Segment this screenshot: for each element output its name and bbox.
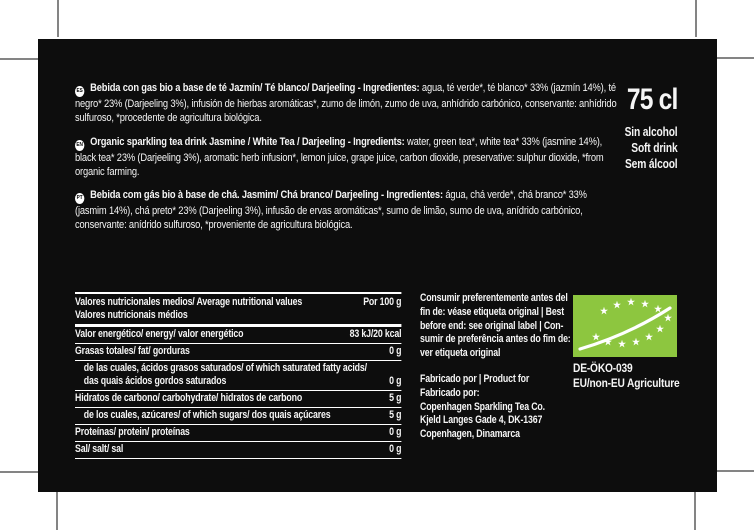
crop-mark-bottom-right-horizontal: [714, 470, 754, 472]
nutrition-row-value: 0 g: [389, 443, 402, 455]
organic-control-code: DE-ÖKO-039: [573, 361, 633, 375]
nutrition-table-header: [75, 294, 401, 327]
crop-mark-top-right-vertical: [695, 0, 697, 37]
organic-certification-block: [573, 295, 698, 391]
nutrition-row-label: de los cuales, azúcares/ of which sugars/ dos quais açúcares: [83, 409, 331, 421]
nutrition-row-label: Hidratos de carbono/ carbohydrate/ hidratos de carbono: [75, 392, 303, 404]
volume-size: 75 cl: [626, 83, 677, 116]
nutrition-row-label: Sal/ salt/ sal: [75, 443, 124, 455]
ingredients-pt-title: Bebida com gás bio à base de chá. Jasmim/ Chá branco/ Darjeeling - Ingredientes:: [90, 189, 443, 201]
nutrition-row-fat: [75, 344, 401, 361]
best-before-text: [420, 292, 590, 361]
crop-mark-top-left-horizontal: [0, 58, 40, 60]
language-badge-es: ES: [75, 86, 84, 97]
nutrition-row-label: de las cuales, ácidos grasos saturados/ of which saturated fatty acids/ das quais ácidos gordos saturados: [83, 362, 367, 387]
nutrition-row-value: 0 g: [389, 426, 402, 438]
organic-certification-text: [573, 361, 680, 391]
language-badge-en: EN: [75, 140, 84, 151]
language-badge-pt: PT: [75, 193, 84, 204]
ingredients-paragraph-pt: [75, 188, 619, 232]
ingredients-en-title: Organic sparkling tea drink Jasmine / White Tea / Darjeeling - Ingredients:: [90, 135, 405, 148]
nutrition-row-carbohydrate: [75, 391, 401, 408]
volume-attribute-pt: Sem álcool: [624, 157, 677, 171]
ingredients-pt-body: água, chá verde*, chá branco* 33% (jasmim 14%), chá preto* 23% (Darjeeling 3%), infusão de ervas aromáticas*, sumo de limão, sumo de uva, anídrido carbónico, conservante: anídrido sulfuroso, *proveniente de agricultura biológica.: [75, 189, 587, 231]
producer-line: Fabricado por | Product for: [420, 373, 530, 385]
producer-line: Kjeld Langes Gade 4, DK-1367: [420, 414, 543, 427]
nutrition-title-line1: Valores nutricionales medios/ Average nutritional values: [75, 296, 303, 308]
nutrition-row-value: 0 g: [389, 345, 402, 357]
nutrition-table: [75, 292, 401, 459]
volume-block: [624, 85, 677, 172]
nutrition-row-value: 0 g: [389, 375, 402, 387]
ingredients-es-title: Bebida con gas bio a base de té Jazmín/ Té blanco/ Darjeeling - Ingredientes:: [90, 82, 420, 94]
beverage-label: [38, 39, 717, 492]
nutrition-row-label: Valor energético/ energy/ valor energético: [75, 328, 244, 340]
nutrition-row-label: Proteínas/ protein/ proteínas: [75, 426, 190, 438]
ingredients-es-body: agua, té verde*, té blanco* 33% (jazmín 14%), té negro* 23% (Darjeeling 3%), infusión de hierbas aromáticas*, zumo de limón, zumo de uva, anhídrido carbónico, conservante: anhídrido sulfuroso, *procedente de agricultura biológica.: [75, 82, 617, 124]
best-before-line: fin de: véase etiqueta original | Best: [420, 305, 565, 318]
ingredients-paragraph-es: [75, 81, 619, 125]
nutrition-row-value: 83 kJ/20 kcal: [349, 328, 402, 340]
nutrition-row-value: 5 g: [389, 392, 402, 404]
eu-organic-leaf-logo-icon: [573, 295, 677, 357]
volume-attribute-en: Soft drink: [630, 141, 677, 155]
best-before-line: sumir de preferência antes do fim de:: [420, 333, 571, 346]
crop-mark-bottom-left-horizontal: [0, 471, 40, 473]
crop-mark-bottom-left-vertical: [56, 491, 58, 530]
nutrition-per-100g: Por 100 g: [363, 296, 402, 308]
nutrition-row-sugars: [75, 408, 401, 425]
nutrition-row-label: Grasas totales/ fat/ gorduras: [75, 345, 190, 357]
volume-attribute-es: Sin alcohol: [624, 125, 677, 139]
best-before-line: before end: see original label | Con-: [420, 319, 564, 332]
nutrition-title: [75, 296, 302, 322]
best-before-line: ver etiqueta original: [420, 347, 501, 360]
ingredients-en-body: water, green tea*, white tea* 33% (jasmine 14%), black tea* 23% (Darjeeling 3%), aromatic herb infusion*, lemon juice, grape juice, carbon dioxide, preservative: sulphur dioxide, *from organic farming.: [75, 135, 604, 178]
ingredients-block: [75, 81, 619, 242]
ingredients-paragraph-en: [75, 135, 619, 179]
nutrition-row-energy: [75, 327, 401, 344]
crop-mark-top-right-horizontal: [714, 57, 754, 59]
best-before-line: Consumir preferentemente antes del: [420, 292, 568, 304]
crop-mark-bottom-right-vertical: [694, 491, 696, 530]
nutrition-title-line2: Valores nutricionais médios: [75, 309, 188, 321]
producer-line: Copenhagen Sparkling Tea Co.: [420, 400, 545, 413]
producer-line: Copenhagen, Dinamarca: [420, 428, 520, 441]
nutrition-row-protein: [75, 425, 401, 442]
producer-line: Fabricado por:: [420, 386, 480, 399]
nutrition-row-saturated-fat: [75, 361, 401, 391]
nutrition-row-salt: [75, 442, 401, 459]
producer-text: [420, 373, 590, 442]
nutrition-row-value: 5 g: [389, 409, 402, 421]
crop-mark-top-left-vertical: [57, 0, 59, 37]
organic-origin: EU/non-EU Agriculture: [573, 376, 680, 390]
